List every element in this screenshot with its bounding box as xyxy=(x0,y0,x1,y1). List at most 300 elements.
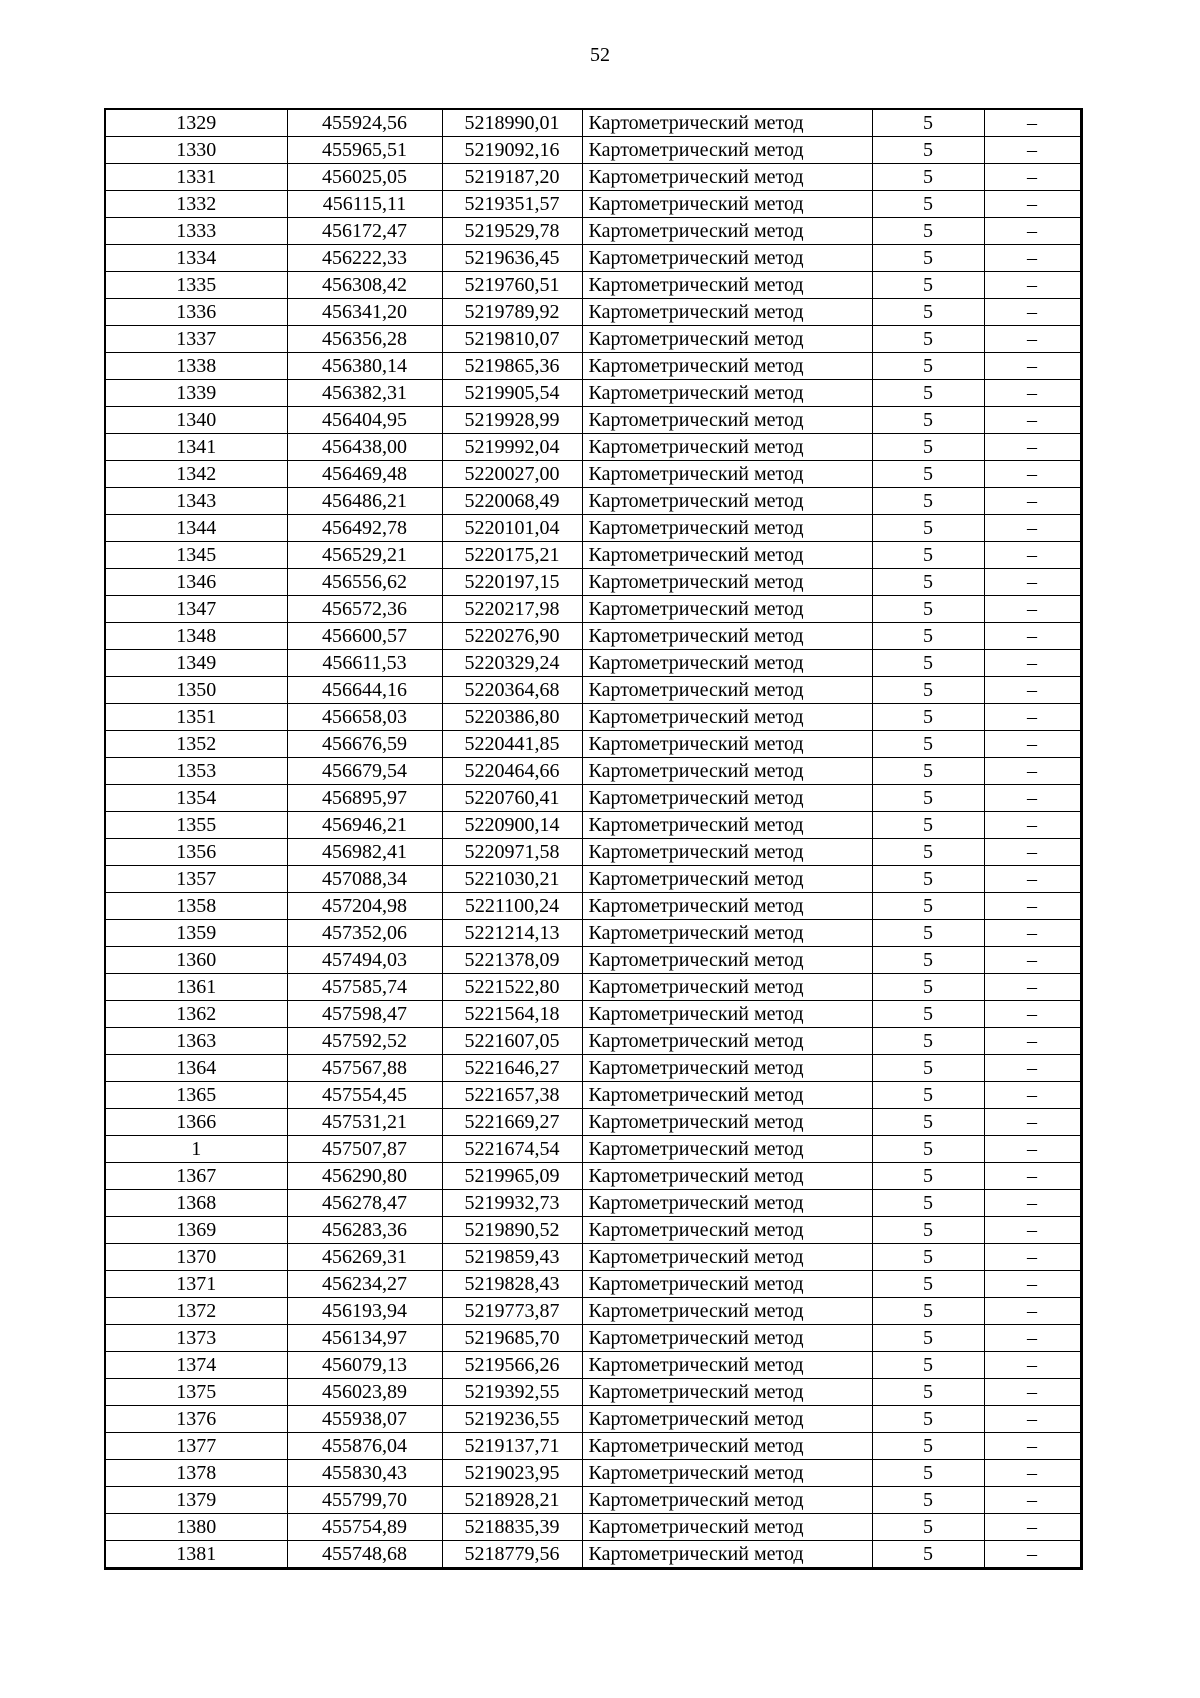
y-coordinate-cell: 5220364,68 xyxy=(442,677,582,704)
accuracy-cell: 5 xyxy=(872,1298,984,1325)
note-cell: – xyxy=(984,515,1081,542)
accuracy-cell: 5 xyxy=(872,1082,984,1109)
table-row xyxy=(105,326,1081,353)
point-number-cell: 1335 xyxy=(105,272,287,299)
x-coordinate-cell: 456438,00 xyxy=(287,434,442,461)
method-cell: Картометрический метод xyxy=(582,1298,872,1325)
accuracy-cell: 5 xyxy=(872,731,984,758)
note-cell: – xyxy=(984,1460,1081,1487)
accuracy-cell: 5 xyxy=(872,623,984,650)
note-cell: – xyxy=(984,758,1081,785)
method-cell: Картометрический метод xyxy=(582,245,872,272)
table-row xyxy=(105,920,1081,947)
table-row xyxy=(105,623,1081,650)
y-coordinate-cell: 5221522,80 xyxy=(442,974,582,1001)
note-cell: – xyxy=(984,407,1081,434)
table-row xyxy=(105,542,1081,569)
point-number-cell: 1360 xyxy=(105,947,287,974)
note-cell: – xyxy=(984,488,1081,515)
table-row xyxy=(105,1379,1081,1406)
y-coordinate-cell: 5221100,24 xyxy=(442,893,582,920)
accuracy-cell: 5 xyxy=(872,488,984,515)
point-number-cell: 1340 xyxy=(105,407,287,434)
x-coordinate-cell: 456278,47 xyxy=(287,1190,442,1217)
note-cell: – xyxy=(984,947,1081,974)
y-coordinate-cell: 5221564,18 xyxy=(442,1001,582,1028)
accuracy-cell: 5 xyxy=(872,191,984,218)
accuracy-cell: 5 xyxy=(872,218,984,245)
note-cell: – xyxy=(984,650,1081,677)
accuracy-cell: 5 xyxy=(872,109,984,137)
point-number-cell: 1336 xyxy=(105,299,287,326)
note-cell: – xyxy=(984,623,1081,650)
note-cell: – xyxy=(984,839,1081,866)
table-row xyxy=(105,731,1081,758)
note-cell: – xyxy=(984,1406,1081,1433)
accuracy-cell: 5 xyxy=(872,569,984,596)
point-number-cell: 1352 xyxy=(105,731,287,758)
method-cell: Картометрический метод xyxy=(582,1217,872,1244)
accuracy-cell: 5 xyxy=(872,137,984,164)
x-coordinate-cell: 455924,56 xyxy=(287,109,442,137)
method-cell: Картометрический метод xyxy=(582,812,872,839)
y-coordinate-cell: 5221669,27 xyxy=(442,1109,582,1136)
y-coordinate-cell: 5219529,78 xyxy=(442,218,582,245)
table-row xyxy=(105,758,1081,785)
x-coordinate-cell: 456193,94 xyxy=(287,1298,442,1325)
method-cell: Картометрический метод xyxy=(582,380,872,407)
method-cell: Картометрический метод xyxy=(582,731,872,758)
y-coordinate-cell: 5219092,16 xyxy=(442,137,582,164)
accuracy-cell: 5 xyxy=(872,380,984,407)
x-coordinate-cell: 456946,21 xyxy=(287,812,442,839)
y-coordinate-cell: 5221030,21 xyxy=(442,866,582,893)
accuracy-cell: 5 xyxy=(872,1514,984,1541)
accuracy-cell: 5 xyxy=(872,1217,984,1244)
table-row xyxy=(105,1163,1081,1190)
method-cell: Картометрический метод xyxy=(582,866,872,893)
accuracy-cell: 5 xyxy=(872,785,984,812)
y-coordinate-cell: 5220217,98 xyxy=(442,596,582,623)
method-cell: Картометрический метод xyxy=(582,1433,872,1460)
accuracy-cell: 5 xyxy=(872,542,984,569)
page-number: 52 xyxy=(590,44,610,66)
method-cell: Картометрический метод xyxy=(582,1109,872,1136)
table-row xyxy=(105,434,1081,461)
method-cell: Картометрический метод xyxy=(582,677,872,704)
x-coordinate-cell: 456611,53 xyxy=(287,650,442,677)
x-coordinate-cell: 456644,16 xyxy=(287,677,442,704)
accuracy-cell: 5 xyxy=(872,1001,984,1028)
table-row xyxy=(105,704,1081,731)
accuracy-cell: 5 xyxy=(872,677,984,704)
accuracy-cell: 5 xyxy=(872,407,984,434)
point-number-cell: 1371 xyxy=(105,1271,287,1298)
accuracy-cell: 5 xyxy=(872,1028,984,1055)
table-row xyxy=(105,407,1081,434)
accuracy-cell: 5 xyxy=(872,326,984,353)
method-cell: Картометрический метод xyxy=(582,1460,872,1487)
method-cell: Картометрический метод xyxy=(582,299,872,326)
method-cell: Картометрический метод xyxy=(582,1055,872,1082)
note-cell: – xyxy=(984,1433,1081,1460)
table-row xyxy=(105,839,1081,866)
method-cell: Картометрический метод xyxy=(582,1163,872,1190)
x-coordinate-cell: 456382,31 xyxy=(287,380,442,407)
note-cell: – xyxy=(984,1055,1081,1082)
x-coordinate-cell: 456469,48 xyxy=(287,461,442,488)
accuracy-cell: 5 xyxy=(872,1406,984,1433)
y-coordinate-cell: 5219023,95 xyxy=(442,1460,582,1487)
point-number-cell: 1379 xyxy=(105,1487,287,1514)
y-coordinate-cell: 5219351,57 xyxy=(442,191,582,218)
note-cell: – xyxy=(984,731,1081,758)
point-number-cell: 1366 xyxy=(105,1109,287,1136)
note-cell: – xyxy=(984,1271,1081,1298)
method-cell: Картометрический метод xyxy=(582,137,872,164)
point-number-cell: 1374 xyxy=(105,1352,287,1379)
point-number-cell: 1358 xyxy=(105,893,287,920)
method-cell: Картометрический метод xyxy=(582,1379,872,1406)
y-coordinate-cell: 5221378,09 xyxy=(442,947,582,974)
note-cell: – xyxy=(984,1001,1081,1028)
method-cell: Картометрический метод xyxy=(582,191,872,218)
x-coordinate-cell: 457585,74 xyxy=(287,974,442,1001)
point-number-cell: 1362 xyxy=(105,1001,287,1028)
accuracy-cell: 5 xyxy=(872,434,984,461)
x-coordinate-cell: 457494,03 xyxy=(287,947,442,974)
note-cell: – xyxy=(984,812,1081,839)
method-cell: Картометрический метод xyxy=(582,109,872,137)
y-coordinate-cell: 5220175,21 xyxy=(442,542,582,569)
accuracy-cell: 5 xyxy=(872,866,984,893)
note-cell: – xyxy=(984,1244,1081,1271)
point-number-cell: 1344 xyxy=(105,515,287,542)
y-coordinate-cell: 5219789,92 xyxy=(442,299,582,326)
x-coordinate-cell: 456380,14 xyxy=(287,353,442,380)
table-row xyxy=(105,515,1081,542)
table-row xyxy=(105,1298,1081,1325)
method-cell: Картометрический метод xyxy=(582,893,872,920)
x-coordinate-cell: 457598,47 xyxy=(287,1001,442,1028)
table-row xyxy=(105,272,1081,299)
coordinates-table xyxy=(104,108,1083,1570)
point-number-cell: 1356 xyxy=(105,839,287,866)
point-number-cell: 1348 xyxy=(105,623,287,650)
table-row xyxy=(105,1217,1081,1244)
method-cell: Картометрический метод xyxy=(582,947,872,974)
accuracy-cell: 5 xyxy=(872,272,984,299)
note-cell: – xyxy=(984,299,1081,326)
table-row xyxy=(105,1190,1081,1217)
y-coordinate-cell: 5221607,05 xyxy=(442,1028,582,1055)
table-row xyxy=(105,137,1081,164)
method-cell: Картометрический метод xyxy=(582,596,872,623)
note-cell: – xyxy=(984,677,1081,704)
point-number-cell: 1378 xyxy=(105,1460,287,1487)
method-cell: Картометрический метод xyxy=(582,1028,872,1055)
note-cell: – xyxy=(984,542,1081,569)
method-cell: Картометрический метод xyxy=(582,407,872,434)
point-number-cell: 1370 xyxy=(105,1244,287,1271)
x-coordinate-cell: 456895,97 xyxy=(287,785,442,812)
y-coordinate-cell: 5219932,73 xyxy=(442,1190,582,1217)
y-coordinate-cell: 5220760,41 xyxy=(442,785,582,812)
y-coordinate-cell: 5219236,55 xyxy=(442,1406,582,1433)
y-coordinate-cell: 5218779,56 xyxy=(442,1541,582,1569)
method-cell: Картометрический метод xyxy=(582,1082,872,1109)
x-coordinate-cell: 456556,62 xyxy=(287,569,442,596)
note-cell: – xyxy=(984,1325,1081,1352)
accuracy-cell: 5 xyxy=(872,704,984,731)
accuracy-cell: 5 xyxy=(872,650,984,677)
x-coordinate-cell: 455830,43 xyxy=(287,1460,442,1487)
x-coordinate-cell: 456115,11 xyxy=(287,191,442,218)
y-coordinate-cell: 5221646,27 xyxy=(442,1055,582,1082)
note-cell: – xyxy=(984,434,1081,461)
y-coordinate-cell: 5219773,87 xyxy=(442,1298,582,1325)
x-coordinate-cell: 456234,27 xyxy=(287,1271,442,1298)
accuracy-cell: 5 xyxy=(872,1055,984,1082)
method-cell: Картометрический метод xyxy=(582,542,872,569)
x-coordinate-cell: 456269,31 xyxy=(287,1244,442,1271)
table-row xyxy=(105,299,1081,326)
point-number-cell: 1355 xyxy=(105,812,287,839)
note-cell: – xyxy=(984,461,1081,488)
y-coordinate-cell: 5219187,20 xyxy=(442,164,582,191)
x-coordinate-cell: 455876,04 xyxy=(287,1433,442,1460)
accuracy-cell: 5 xyxy=(872,1109,984,1136)
table-row xyxy=(105,569,1081,596)
table-row xyxy=(105,164,1081,191)
method-cell: Картометрический метод xyxy=(582,920,872,947)
table-row xyxy=(105,677,1081,704)
method-cell: Картометрический метод xyxy=(582,704,872,731)
note-cell: – xyxy=(984,1082,1081,1109)
point-number-cell: 1351 xyxy=(105,704,287,731)
method-cell: Картометрический метод xyxy=(582,1406,872,1433)
method-cell: Картометрический метод xyxy=(582,569,872,596)
x-coordinate-cell: 456023,89 xyxy=(287,1379,442,1406)
accuracy-cell: 5 xyxy=(872,245,984,272)
accuracy-cell: 5 xyxy=(872,1460,984,1487)
table-row xyxy=(105,1487,1081,1514)
table-row xyxy=(105,1082,1081,1109)
table-row xyxy=(105,1406,1081,1433)
point-number-cell: 1364 xyxy=(105,1055,287,1082)
table-row xyxy=(105,191,1081,218)
method-cell: Картометрический метод xyxy=(582,1352,872,1379)
note-cell: – xyxy=(984,785,1081,812)
coordinates-table-body xyxy=(105,109,1081,1569)
y-coordinate-cell: 5220197,15 xyxy=(442,569,582,596)
accuracy-cell: 5 xyxy=(872,1136,984,1163)
accuracy-cell: 5 xyxy=(872,1433,984,1460)
point-number-cell: 1338 xyxy=(105,353,287,380)
table-row xyxy=(105,109,1081,137)
point-number-cell: 1361 xyxy=(105,974,287,1001)
note-cell: – xyxy=(984,569,1081,596)
note-cell: – xyxy=(984,1487,1081,1514)
point-number-cell: 1343 xyxy=(105,488,287,515)
x-coordinate-cell: 456222,33 xyxy=(287,245,442,272)
note-cell: – xyxy=(984,704,1081,731)
accuracy-cell: 5 xyxy=(872,1352,984,1379)
y-coordinate-cell: 5218835,39 xyxy=(442,1514,582,1541)
table-row xyxy=(105,1352,1081,1379)
x-coordinate-cell: 456658,03 xyxy=(287,704,442,731)
note-cell: – xyxy=(984,1379,1081,1406)
table-row xyxy=(105,893,1081,920)
point-number-cell: 1368 xyxy=(105,1190,287,1217)
method-cell: Картометрический метод xyxy=(582,1190,872,1217)
method-cell: Картометрический метод xyxy=(582,1325,872,1352)
table-row xyxy=(105,1433,1081,1460)
x-coordinate-cell: 456341,20 xyxy=(287,299,442,326)
note-cell: – xyxy=(984,137,1081,164)
point-number-cell: 1363 xyxy=(105,1028,287,1055)
method-cell: Картометрический метод xyxy=(582,461,872,488)
method-cell: Картометрический метод xyxy=(582,272,872,299)
note-cell: – xyxy=(984,893,1081,920)
note-cell: – xyxy=(984,272,1081,299)
table-row xyxy=(105,245,1081,272)
accuracy-cell: 5 xyxy=(872,1190,984,1217)
note-cell: – xyxy=(984,326,1081,353)
point-number-cell: 1377 xyxy=(105,1433,287,1460)
method-cell: Картометрический метод xyxy=(582,623,872,650)
method-cell: Картометрический метод xyxy=(582,1514,872,1541)
x-coordinate-cell: 456529,21 xyxy=(287,542,442,569)
y-coordinate-cell: 5219828,43 xyxy=(442,1271,582,1298)
y-coordinate-cell: 5219928,99 xyxy=(442,407,582,434)
table-row xyxy=(105,812,1081,839)
accuracy-cell: 5 xyxy=(872,461,984,488)
x-coordinate-cell: 457204,98 xyxy=(287,893,442,920)
x-coordinate-cell: 456356,28 xyxy=(287,326,442,353)
y-coordinate-cell: 5220441,85 xyxy=(442,731,582,758)
point-number-cell: 1357 xyxy=(105,866,287,893)
x-coordinate-cell: 456290,80 xyxy=(287,1163,442,1190)
x-coordinate-cell: 455965,51 xyxy=(287,137,442,164)
x-coordinate-cell: 456079,13 xyxy=(287,1352,442,1379)
x-coordinate-cell: 456600,57 xyxy=(287,623,442,650)
note-cell: – xyxy=(984,109,1081,137)
x-coordinate-cell: 455799,70 xyxy=(287,1487,442,1514)
y-coordinate-cell: 5219965,09 xyxy=(442,1163,582,1190)
method-cell: Картометрический метод xyxy=(582,839,872,866)
method-cell: Картометрический метод xyxy=(582,1244,872,1271)
point-number-cell: 1333 xyxy=(105,218,287,245)
y-coordinate-cell: 5220101,04 xyxy=(442,515,582,542)
x-coordinate-cell: 456492,78 xyxy=(287,515,442,542)
accuracy-cell: 5 xyxy=(872,839,984,866)
accuracy-cell: 5 xyxy=(872,974,984,1001)
method-cell: Картометрический метод xyxy=(582,974,872,1001)
note-cell: – xyxy=(984,1109,1081,1136)
note-cell: – xyxy=(984,1352,1081,1379)
note-cell: – xyxy=(984,596,1081,623)
point-number-cell: 1345 xyxy=(105,542,287,569)
table-row xyxy=(105,380,1081,407)
y-coordinate-cell: 5219859,43 xyxy=(442,1244,582,1271)
note-cell: – xyxy=(984,191,1081,218)
table-row xyxy=(105,353,1081,380)
point-number-cell: 1331 xyxy=(105,164,287,191)
point-number-cell: 1341 xyxy=(105,434,287,461)
method-cell: Картометрический метод xyxy=(582,1487,872,1514)
method-cell: Картометрический метод xyxy=(582,650,872,677)
accuracy-cell: 5 xyxy=(872,812,984,839)
note-cell: – xyxy=(984,1514,1081,1541)
point-number-cell: 1330 xyxy=(105,137,287,164)
x-coordinate-cell: 457567,88 xyxy=(287,1055,442,1082)
method-cell: Картометрический метод xyxy=(582,758,872,785)
table-row xyxy=(105,1055,1081,1082)
note-cell: – xyxy=(984,1541,1081,1569)
x-coordinate-cell: 456572,36 xyxy=(287,596,442,623)
note-cell: – xyxy=(984,1136,1081,1163)
x-coordinate-cell: 456982,41 xyxy=(287,839,442,866)
x-coordinate-cell: 455938,07 xyxy=(287,1406,442,1433)
point-number-cell: 1373 xyxy=(105,1325,287,1352)
y-coordinate-cell: 5220971,58 xyxy=(442,839,582,866)
table-row xyxy=(105,866,1081,893)
method-cell: Картометрический метод xyxy=(582,1541,872,1569)
note-cell: – xyxy=(984,1163,1081,1190)
y-coordinate-cell: 5219890,52 xyxy=(442,1217,582,1244)
y-coordinate-cell: 5220276,90 xyxy=(442,623,582,650)
point-number-cell: 1346 xyxy=(105,569,287,596)
accuracy-cell: 5 xyxy=(872,758,984,785)
x-coordinate-cell: 456404,95 xyxy=(287,407,442,434)
table-row xyxy=(105,596,1081,623)
note-cell: – xyxy=(984,245,1081,272)
point-number-cell: 1347 xyxy=(105,596,287,623)
accuracy-cell: 5 xyxy=(872,1271,984,1298)
accuracy-cell: 5 xyxy=(872,1163,984,1190)
table-row xyxy=(105,1325,1081,1352)
x-coordinate-cell: 457531,21 xyxy=(287,1109,442,1136)
accuracy-cell: 5 xyxy=(872,1325,984,1352)
table-row xyxy=(105,1109,1081,1136)
method-cell: Картометрический метод xyxy=(582,434,872,461)
point-number-cell: 1380 xyxy=(105,1514,287,1541)
x-coordinate-cell: 456676,59 xyxy=(287,731,442,758)
x-coordinate-cell: 456172,47 xyxy=(287,218,442,245)
point-number-cell: 1376 xyxy=(105,1406,287,1433)
method-cell: Картометрический метод xyxy=(582,218,872,245)
y-coordinate-cell: 5219636,45 xyxy=(442,245,582,272)
note-cell: – xyxy=(984,380,1081,407)
table-row xyxy=(105,947,1081,974)
accuracy-cell: 5 xyxy=(872,920,984,947)
point-number-cell: 1381 xyxy=(105,1541,287,1569)
x-coordinate-cell: 456134,97 xyxy=(287,1325,442,1352)
accuracy-cell: 5 xyxy=(872,164,984,191)
note-cell: – xyxy=(984,920,1081,947)
y-coordinate-cell: 5219760,51 xyxy=(442,272,582,299)
method-cell: Картометрический метод xyxy=(582,353,872,380)
accuracy-cell: 5 xyxy=(872,1379,984,1406)
point-number-cell: 1349 xyxy=(105,650,287,677)
y-coordinate-cell: 5220386,80 xyxy=(442,704,582,731)
table-row xyxy=(105,1136,1081,1163)
y-coordinate-cell: 5221674,54 xyxy=(442,1136,582,1163)
method-cell: Картометрический метод xyxy=(582,785,872,812)
y-coordinate-cell: 5220329,24 xyxy=(442,650,582,677)
note-cell: – xyxy=(984,1217,1081,1244)
